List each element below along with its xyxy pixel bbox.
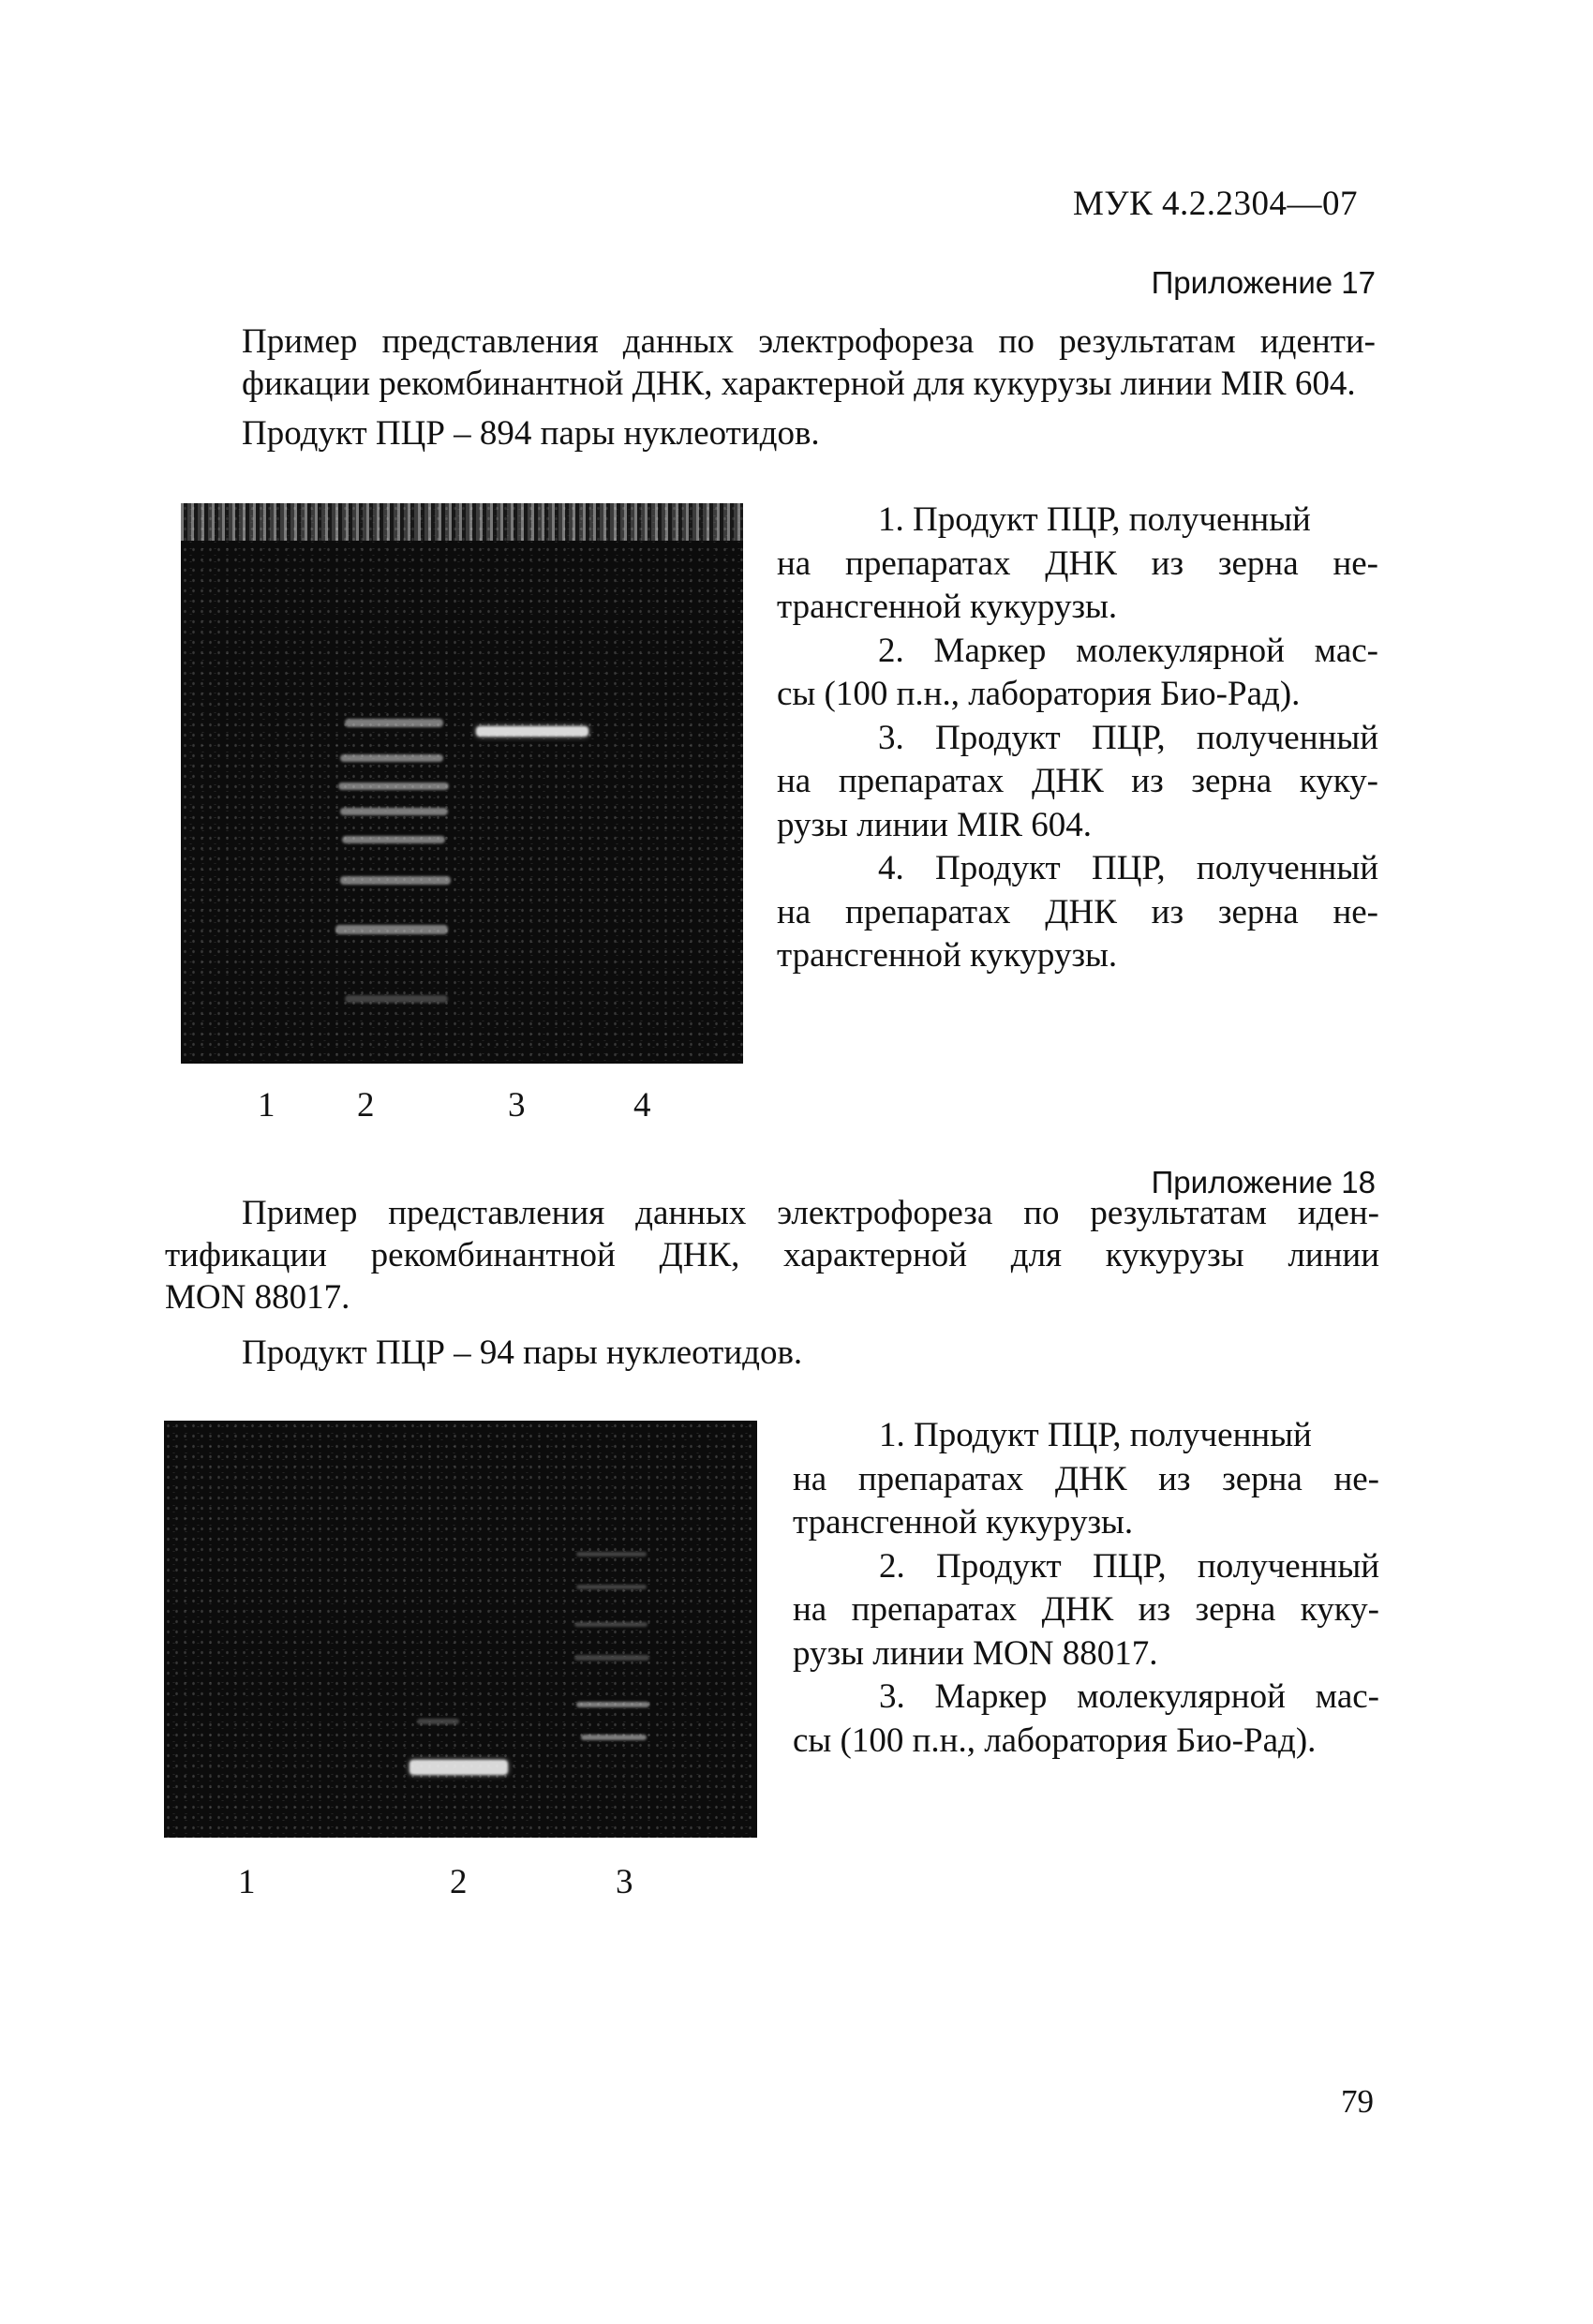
ladder-band [345, 995, 448, 1003]
legend-line: 3. Маркер молекулярной мас- [879, 1677, 1379, 1716]
appendix-18-intro-line: MON 88017. [165, 1278, 350, 1317]
primer-dimer-band [417, 1719, 459, 1724]
ladder-band [340, 808, 448, 815]
ladder-band [340, 754, 443, 762]
appendix-17-legend [777, 499, 1378, 978]
legend-line: 1. Продукт ПЦР, полученный [878, 500, 1311, 539]
ladder-band [581, 1735, 647, 1740]
legend-line: трансгенной кукурузы. [777, 936, 1118, 975]
appendix-17-intro-line: Пример представления данных электрофореза по результатам иденти- [242, 322, 1376, 361]
legend-line: на препаратах ДНК из зерна куку- [777, 762, 1378, 800]
legend-line: 2. Продукт ПЦР, полученный [879, 1546, 1379, 1586]
ladder-band [574, 1655, 649, 1661]
appendix-18-title: Приложение 18 [1151, 1165, 1376, 1199]
lane-label: 1 [238, 1863, 256, 1901]
legend-line: сы (100 п.н., лаборатория Био-Рад). [777, 675, 1301, 713]
legend-line: на препаратах ДНК из зерна не- [777, 892, 1378, 931]
appendix-18-intro-line: тификации рекомбинантной ДНК, характерной для кукурузы линии [165, 1236, 1379, 1274]
legend-line: на препаратах ДНК из зерна не- [793, 1459, 1379, 1498]
appendix-17-title: Приложение 17 [1151, 265, 1376, 300]
gel-wells [181, 503, 743, 541]
legend-line: рузы линии MIR 604. [777, 805, 1093, 844]
ladder-band [335, 925, 448, 934]
ladder-band [576, 1702, 649, 1707]
lane-label: 4 [633, 1086, 651, 1125]
product-band-lane-2 [409, 1760, 508, 1775]
lane-label: 3 [616, 1863, 633, 1901]
lane-label: 3 [508, 1086, 526, 1125]
legend-line: на препаратах ДНК из зерна не- [777, 544, 1378, 583]
lane-label: 1 [258, 1086, 275, 1125]
product-band-lane-3 [476, 726, 588, 737]
gel-image-18 [164, 1421, 757, 1838]
page-number: 79 [1341, 2083, 1374, 2120]
legend-line: трансгенной кукурузы. [793, 1503, 1134, 1542]
document-code: МУК 4.2.2304—07 [1073, 185, 1359, 223]
appendix-17-intro [242, 320, 1376, 405]
legend-line: рузы линии MON 88017. [793, 1633, 1158, 1673]
legend-line: 2. Маркер молекулярной мас- [878, 631, 1378, 670]
ladder-band [576, 1585, 647, 1589]
legend-line: трансгенной кукурузы. [777, 588, 1118, 626]
appendix-18-intro [165, 1192, 1379, 1318]
gel-image-17 [181, 503, 743, 1064]
ladder-band [340, 876, 451, 885]
ladder-band [338, 782, 449, 790]
legend-line: сы (100 п.н., лаборатория Био-Рад). [793, 1721, 1317, 1760]
appendix-17-product: Продукт ПЦР – 894 пары нуклеотидов. [242, 414, 820, 453]
lane-label: 2 [450, 1863, 468, 1901]
appendix-18-intro-line: Пример представления данных электрофореза по результатам иден- [242, 1194, 1379, 1232]
legend-line: на препаратах ДНК из зерна куку- [793, 1590, 1379, 1629]
ladder-band [342, 836, 445, 843]
ladder-band [574, 1622, 648, 1627]
legend-line: 1. Продукт ПЦР, полученный [879, 1416, 1312, 1454]
lane-label: 2 [357, 1086, 375, 1125]
appendix-18-legend [793, 1414, 1379, 1763]
ladder-band [345, 719, 443, 727]
legend-line: 4. Продукт ПЦР, полученный [878, 849, 1378, 887]
appendix-17-intro-line: фикации рекомбинантной ДНК, характерной для кукурузы линии MIR 604. [242, 365, 1356, 403]
appendix-18-product: Продукт ПЦР – 94 пары нуклеотидов. [242, 1333, 803, 1372]
ladder-band [576, 1552, 647, 1557]
legend-line: 3. Продукт ПЦР, полученный [878, 718, 1378, 757]
